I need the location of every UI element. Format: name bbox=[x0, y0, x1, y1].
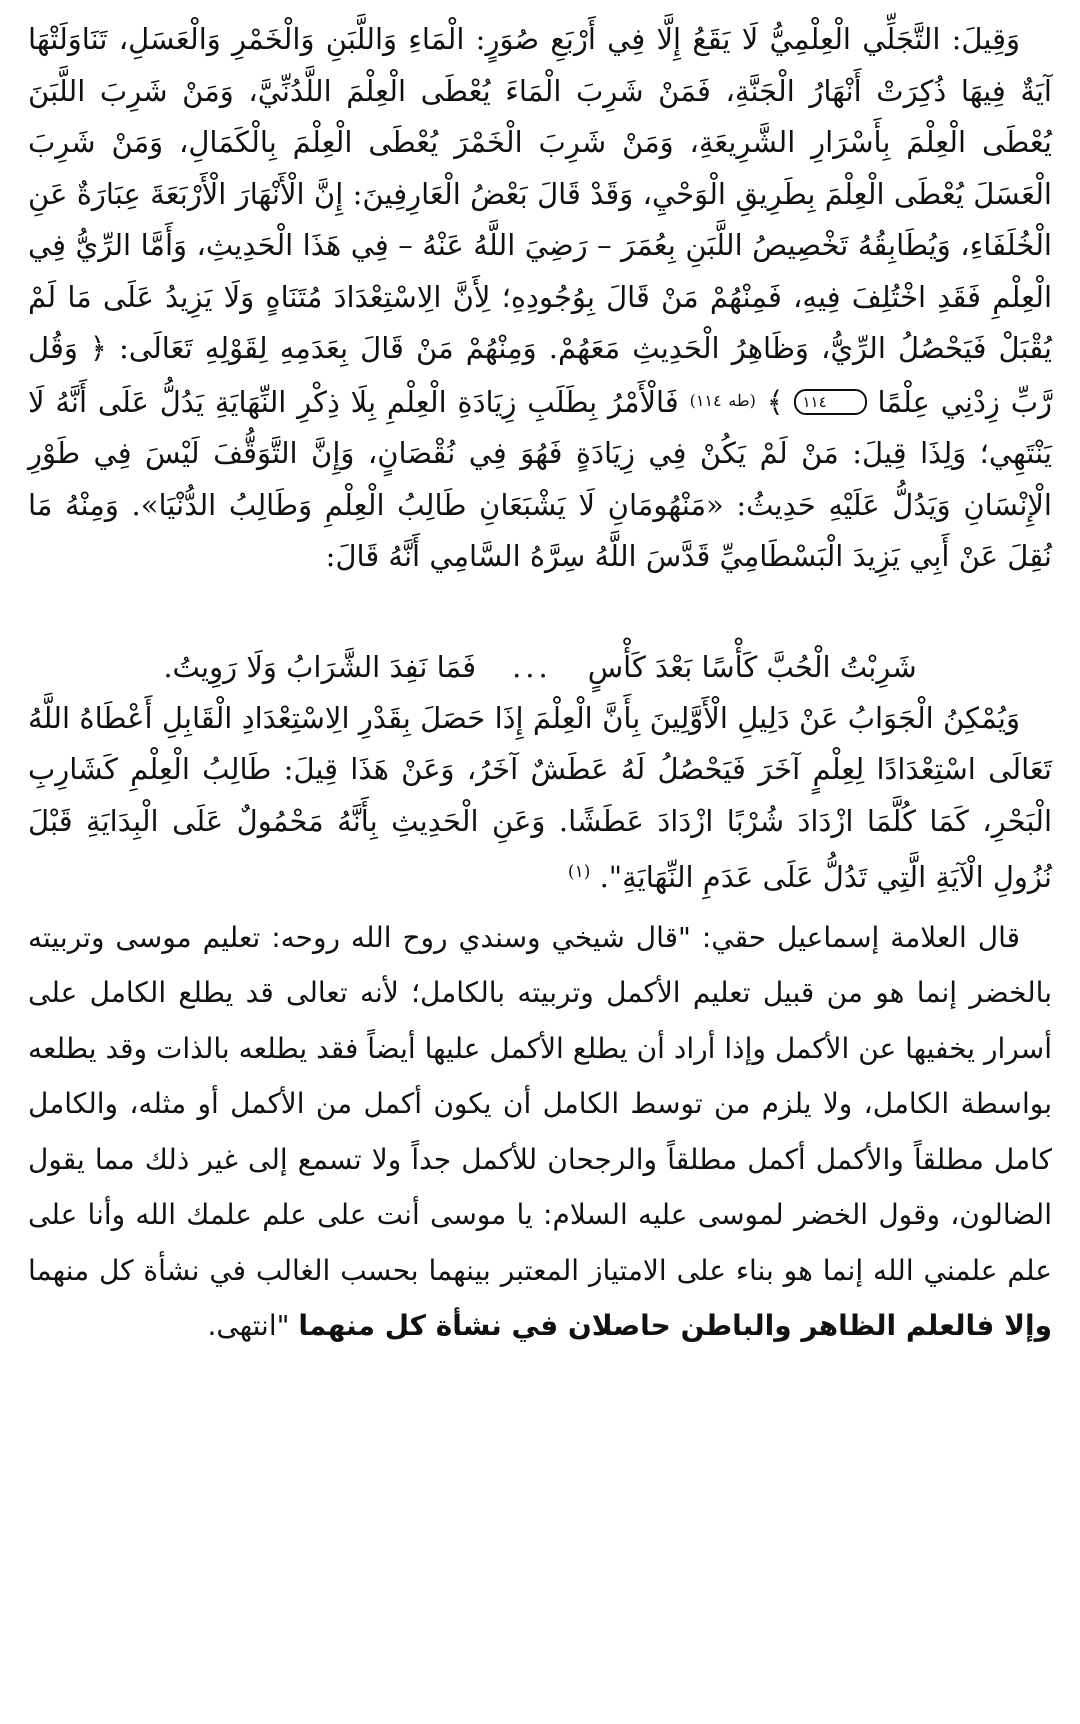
footnote-marker: (١) bbox=[567, 862, 591, 882]
paragraph-tajalli bbox=[28, 14, 1052, 583]
paragraph-text-continued: فَالْأَمْرُ بِطَلَبِ زِيَادَةِ الْعِلْمِ بِلَا ذِكْرِ النِّهَايَةِ يَدُلُّ عَلَى أَنَّهُ لَا يَنْتَهِي؛ وَلِذَا قِيلَ: مَنْ لَمْ يَكُنْ فِي زِيَادَةٍ فَهُوَ فِي نُقْصَانٍ، وَإِنَّ التَّوَقُّفَ لَيْسَ فِي طَوْرِ الْإِنْسَانِ وَيَدُلُّ عَلَيْهِ حَدِيثُ: «مَنْهُومَانِ لَا يَشْبَعَانِ طَالِبُ الْعِلْمِ وَطَالِبُ الدُّنْيَا». وَمِنْهُ مَا نُقِلَ عَنْ أَبِي يَزِيدَ الْبَسْطَامِيِّ قَدَّسَ اللَّهُ سِرَّهُ السَّامِي أَنَّهُ قَالَ: bbox=[28, 384, 1052, 573]
quran-bracket-close: ﴾ bbox=[766, 384, 784, 419]
poem-verse bbox=[28, 641, 1052, 693]
paragraph-text: وَيُمْكِنُ الْجَوَابُ عَنْ دَلِيلِ الْأَوَّلِينَ بِأَنَّ الْعِلْمَ إِذَا حَصَلَ بِقَدْرِ الِاسْتِعْدَادِ الْقَابِلِ أَعْطَاهُ اللَّهُ تَعَالَى اسْتِعْدَادًا لِعِلْمٍ آخَرَ فَيَحْصُلُ لَهُ عَطَشٌ آخَرُ، وَعَنْ هَذَا قِيلَ: طَالِبُ الْعِلْمِ كَشَارِبِ الْبَحْرِ، كَمَا كُلَّمَا ازْدَادَ شُرْبًا ازْدَادَ عَطَشًا. وَعَنِ الْحَدِيثِ بِأَنَّهُ مَحْمُولٌ عَلَى الْبِدَايَةِ قَبْلَ نُزُولِ الْآيَةِ الَّتِي تَدُلُّ عَلَى عَدَمِ النِّهَايَةِ". bbox=[28, 700, 1052, 894]
poem-separator: ... bbox=[512, 649, 552, 684]
book-page bbox=[28, 14, 1052, 1714]
paragraph-answer bbox=[28, 693, 1052, 904]
paragraph-haqqi-quote bbox=[28, 910, 1052, 1354]
paragraph-text: وَقِيلَ: التَّجَلِّي الْعِلْمِيُّ لَا يَقَعُ إِلَّا فِي أَرْبَعِ صُوَرٍ: الْمَاءِ وَاللَّبَنِ وَالْخَمْرِ وَالْعَسَلِ، تَنَاوَلَتْهَا آيَةٌ فِيهَا ذُكِرَتْ أَنْهَارُ الْجَنَّةِ، فَمَنْ شَرِبَ الْمَاءَ يُعْطَى الْعِلْمَ اللَّدُنِّيَّ، وَمَنْ شَرِبَ اللَّبَنَ يُعْطَى الْعِلْمَ بِأَسْرَارِ الشَّرِيعَةِ، وَمَنْ شَرِبَ الْخَمْرَ يُعْطَى الْعِلْمَ بِالْكَمَالِ، وَمَنْ شَرِبَ الْعَسَلَ يُعْطَى الْعِلْمَ بِطَرِيقِ الْوَحْيِ، وَقَدْ قَالَ بَعْضُ الْعَارِفِينَ: إِنَّ الْأَنْهَارَ الْأَرْبَعَةَ عِبَارَةٌ عَنِ الْخُلَفَاءِ، وَيُطَابِقُهُ تَخْصِيصُ اللَّبَنِ بِعُمَرَ – رَضِيَ اللَّهُ عَنْهُ – فِي هَذَا الْحَدِيثِ، وَأَمَّا الرِّيُّ فِي الْعِلْمِ فَقَدِ اخْتُلِفَ فِيهِ، فَمِنْهُمْ مَنْ قَالَ بِوُجُودِهِ؛ لِأَنَّ الِاسْتِعْدَادَ مُتَنَاهٍ وَلَا يَزِيدُ عَلَى مَا لَمْ يُقْبَلْ فَيَحْصُلُ الرِّيُّ، وَظَاهِرُ الْحَدِيثِ مَعَهُمْ. وَمِنْهُمْ مَنْ قَالَ بِعَدَمِهِ لِقَوْلِهِ تَعَالَى: bbox=[28, 22, 1052, 365]
bold-emphasis-text: وإلا فالعلم الظاهر والباطن حاصلان في نشأة كل منهما bbox=[298, 1309, 1052, 1342]
ayah-number-marker: ١١٤ bbox=[794, 389, 866, 415]
quran-verse: ﴿ وَقُل رَّبِّ زِدْنِي عِلْمًا bbox=[28, 331, 1053, 419]
poem-hemistich-second: فَمَا نَفِدَ الشَّرَابُ وَلَا رَوِيتُ. bbox=[163, 649, 477, 684]
poem-hemistich-first: شَرِبْتُ الْحُبَّ كَأْسًا بَعْدَ كَأْسٍ bbox=[587, 649, 917, 684]
quran-reference: (طه ١١٤) bbox=[689, 390, 756, 410]
paragraph-text: قال العلامة إسماعيل حقي: "قال شيخي وسندي روح الله روحه: تعليم موسى وتربيته بالخضر إنما هو من قبيل تعليم الأكمل وتربيته بالكامل؛ لأنه تعالى قد يطلع الكامل على أسرار يخفيها عن الأكمل وإذا أراد أن يطلع الأكمل عليها أيضاً فقد يطلعه بالذات وقد يطلعه بواسطة الكامل، ولا يلزم من توسط الكامل أن يكون أكمل من الأكمل أو مثله، والكامل كامل مطلقاً والأكمل أكمل مطلقاً والرجحان للأكمل جداً ولا تسمع إلى غير ذلك مما يقول الضالون، وقول الخضر لموسى عليه السلام: يا موسى أنت على علم علمك الله وأنا على علم علمني الله إنما هو بناء على الامتياز المعتبر بينهما بحسب الغالب في نشأة كل منهما bbox=[28, 920, 1052, 1287]
quote-end-text: "انتهى. bbox=[207, 1309, 290, 1342]
